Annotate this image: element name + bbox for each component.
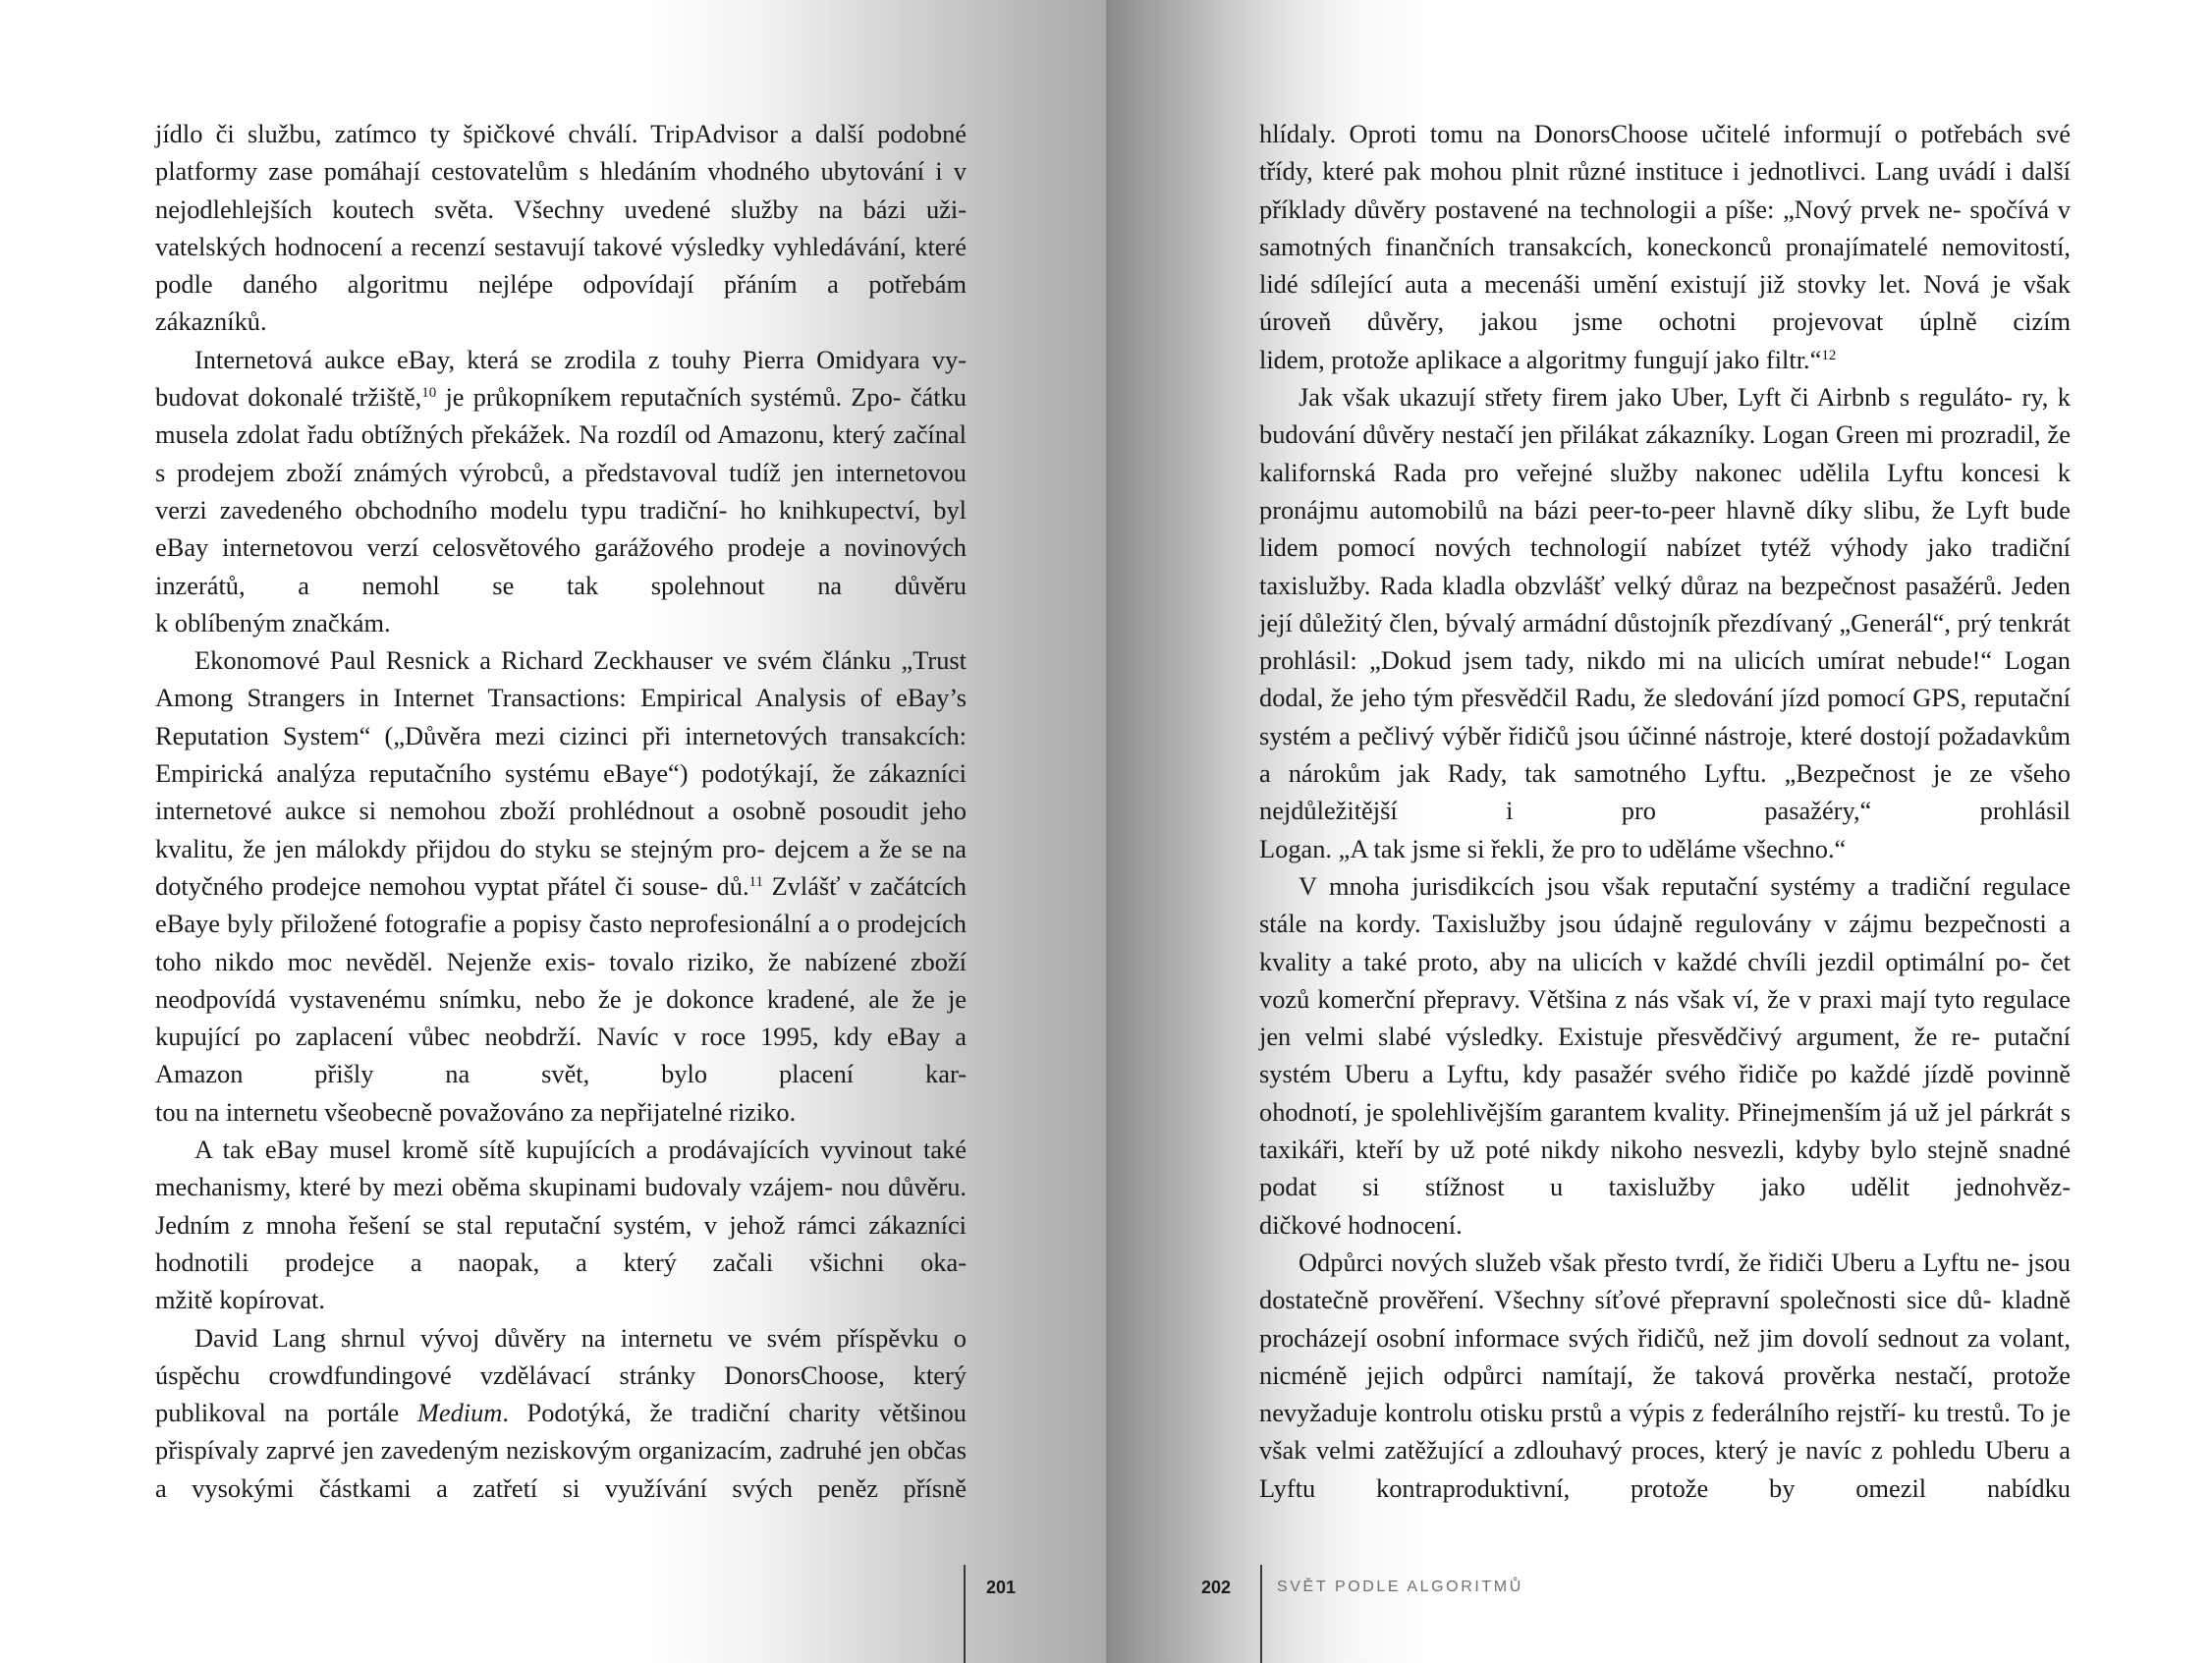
paragraph-4: A tak eBay musel kromě sítě kupujících a prodávajících vyvinout také mechanismy, které by mezi oběma skupinami budovaly vzájem- nou důvěru. Jedním z mnoha řešení se stal reputační systém, v jehož rámci zákazníci hodnotili prodejce a naopak, a který začali všichni oka- [155,1135,967,1277]
paragraph-2: Internetová aukce eBay, která se zrodila z touhy Pierra Omidyara vy- budovat dokonalé tržiště,$^{10}$ je průkopníkem reputačních systémů. Zpo- čátku musela zdolat řadu obtížných překážek. Na rozdíl od Amazonu, který začínal s prodejem zboží známých výrobců, a představoval tudíž jen internetovou verzi zavedeného obchodního modelu typu tradiční- ho knihkupectví, byl eBay internetovou verzí celosvětového garážového prodeje a novinových inzerátů, a nemohl se tak spolehnout na důvěru [155,344,967,600]
paragraph-8: V mnoha jurisdikcích jsou však reputační systémy a tradiční regulace stále na kordy. Taxislužby jsou údajně regulovány v zájmu bezpečnosti a kvality a také proto, aby na ulicích v každé chvíli jezdil optimální po- čet vozů komerční přepravy. Většina z nás však ví, že v praxi mají tyto regulace jen velmi slabé výsledky. Existuje přesvědčivý argument, že re- putační systém Uberu a Lyftu, kdy pasažér svého řidiče po každé jízdě povinně ohodnotí, je spolehlivějším garantem kvality. Přinejmenším já už jel párkrát s taxikáři, kteří by už poté nikdy nikoho nesvezli, kdyby bylo stejně snadné podat si stížnost u taxislužby jako udělit jednohvěz- [1259,870,2072,1202]
folio-divider-right [1260,1565,1262,1663]
paragraph-2-end: k oblíbeným značkám. [155,607,391,637]
paragraph-5: David Lang shrnul vývoj důvěry na internetu ve svém příspěvku o úspěchu crowdfundingové vzdělávací stránky DonorsChoose, který publikoval na portále Medium. Podotýká, že tradiční charity většinou přispívaly zaprvé jen zavedeným neziskovým organizacím, zadruhé jen občas a vysokými částkami a zatřetí si využívání svých peněz přísně [155,1322,967,1503]
paragraph-6: hlídaly. Oproti tomu na DonorsChoose učitelé informují o potřebách své třídy, které pak mohou plnit různé instituce i jednotlivci. Lang uvádí i další příklady důvěry postavené na technologii a píše: „Nový prvek ne- spočívá v samotných finančních transakcích, koneckonců pronajímatelé nemovitostí, lidé sdílející auta a mecenáši umění existují již stovky let. Nová je však úroveň důvěry, jakou jsme ochotni projevovat úplně cizím [1259,119,2071,337]
folio-divider-left [964,1565,966,1663]
footnote-ref-10: 10 [421,385,437,402]
paragraph-1-end: zákazníků. [155,306,267,337]
footnote-ref-11: 11 [748,873,763,890]
left-page-text [155,115,967,1507]
footnote-ref-12: 12 [1821,347,1837,363]
running-head-right: SVĚT PODLE ALGORITMŮ [1277,1579,1523,1595]
page-number-left: 201 [986,1578,1017,1597]
publication-title: Medium [416,1398,503,1428]
page-number-right: 202 [1201,1578,1232,1597]
paragraph-3: Ekonomové Paul Resnick a Richard Zeckhauser ve svém článku „Trust Among Strangers in Internet Transactions: Empirical Analysis of eBay’s Reputation System“ („Důvěra mezi cizinci při internetových transakcích: Empirická analýza reputačního systému eBaye“) podotýkají, že zákazníci internetové aukce si nemohou zboží prohlédnout a osobně posoudit jeho kvalitu, že jen málokdy přijdou do styku se stejným pro- dejcem a že se na dotyčného prodejce nemohou vyptat přátel či souse- dů.$^{11}$ Zvlášť v začátcích eBaye byly přiložené fotografie a popisy často neprofesionální a o prodejcích toho nikdo moc nevěděl. Nejenže exis- tovalo riziko, že nabízené zboží neodpovídá vystavenému snímku, nebo že je dokonce kradené, ale že je kupující po zaplacení vůbec neobdrží. Navíc v roce 1995, kdy eBay a Amazon přišly na svět, bylo placení kar- [155,645,968,1089]
paragraph-7: Jak však ukazují střety firem jako Uber, Lyft či Airbnb s reguláto- ry, k budování důvěry nestačí jen přilákat zákazníky. Logan Green mi prozradil, že kalifornská Rada pro veřejné služby nakonec udělila Lyftu koncesi k pronájmu automobilů na bázi peer-to-peer hlavně díky slibu, že Lyft bude lidem pomocí nových technologií nabízet tytéž výhody jako tradiční taxislužby. Rada kladla obzvlášť velký důraz na bezpečnost pasažérů. Jeden její důležitý člen, bývalý armádní důstojník přezdívaný „Generál“, prý tenkrát prohlásil: „Dokud jsem tady, nikdo mi na ulicích umírat nebude!“ Logan dodal, že jeho tým přesvědčil Radu, že sledování jízd pomocí GPS, reputační systém a pečlivý výběr řidičů jsou účinné nástroje, které dostojí požadavkům a nárokům jak Rady, tak samotného Lyftu. „Bezpečnost je ze všeho nejdůležitější i pro pasažéry,“ prohlásil [1259,382,2071,826]
paragraph-6-end: lidem, protože aplikace a algoritmy fungují jako filtr.“$^{12}$ [1259,344,1837,374]
paragraph-3-end: tou na internetu všeobecně považováno za nepřijatelné riziko. [155,1096,797,1127]
paragraph-1: jídlo či službu, zatímco ty špičkové chválí. TripAdvisor a další podobné platformy zase pomáhají cestovatelům s hledáním vhodného ubytování i v nejodlehlejších koutech světa. Všechny uvedené služby na bázi uži- vatelských hodnocení a recenzí sestavují takové výsledky vyhledávání, které podle daného algoritmu nejlépe odpovídají přáním a potřebám [155,119,967,300]
paragraph-8-end: dičkové hodnocení. [1259,1209,1463,1240]
paragraph-4-end: mžitě kopírovat. [155,1285,325,1315]
paragraph-9: Odpůrci nových služeb však přesto tvrdí, že řidiči Uberu a Lyftu ne- jsou dostatečně prověření. Všechny síťové přepravní společnosti sice dů- kladně procházejí osobní informace svých řidičů, než jim dovolí sednout za volant, nicméně jejich odpůrci namítají, že taková prověrka nestačí, protože nevyžaduje kontrolu otisku prstů a výpis z federálního rejstří- ku trestů. To je však velmi zatěžující a zdlouhavý proces, který je navíc z pohledu Uberu a Lyftu kontraproduktivní, protože by omezil nabídku [1259,1247,2071,1503]
paragraph-7-end: Logan. „A tak jsme si řekli, že pro to uděláme všechno.“ [1259,833,1847,863]
right-page-text [1259,115,2071,1507]
